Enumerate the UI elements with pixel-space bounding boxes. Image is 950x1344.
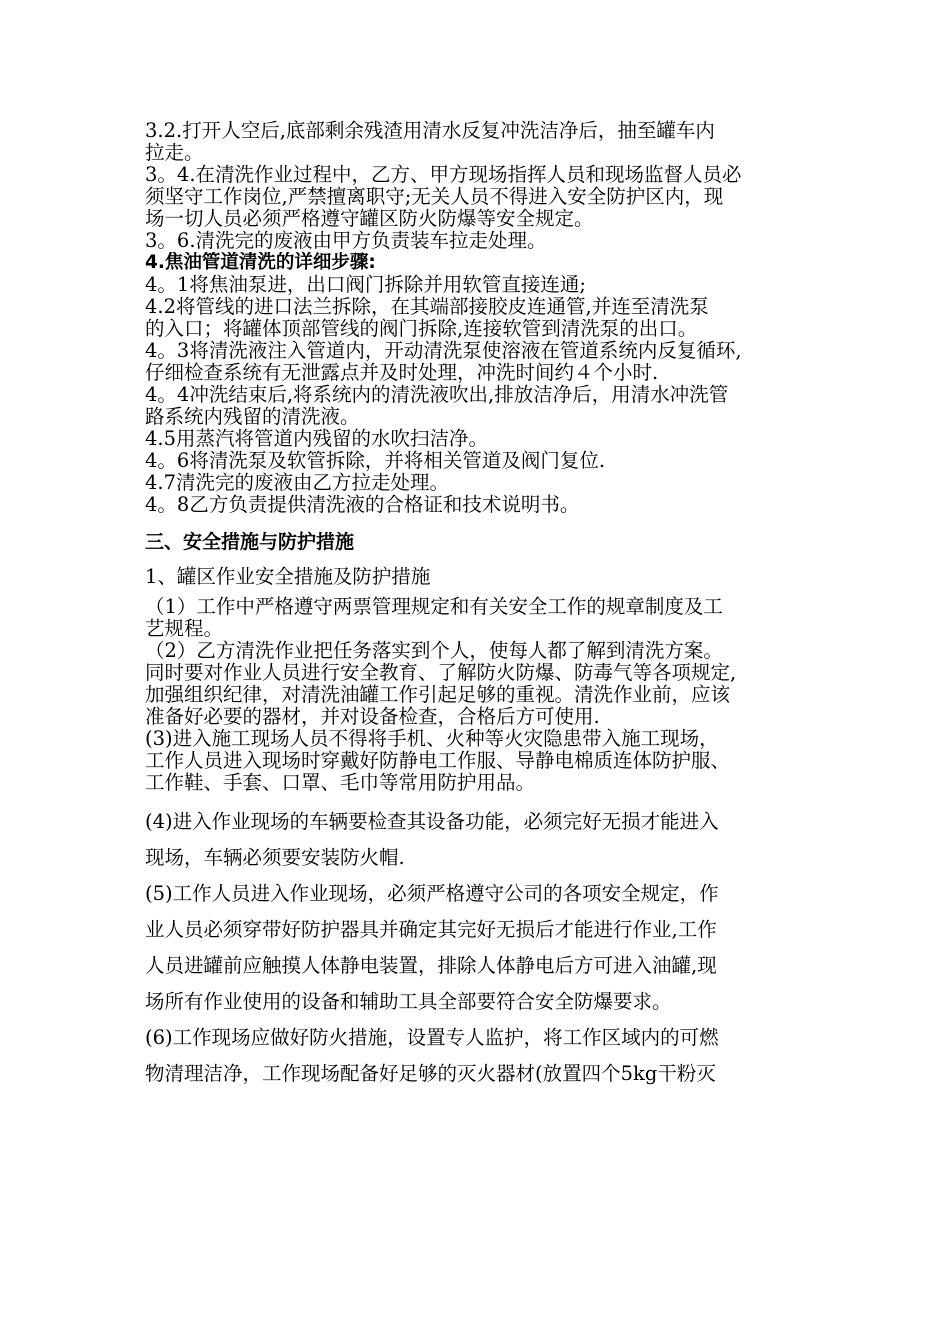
underlined-text: 引起 — [418, 684, 458, 706]
text-segment: 足够的重视。清洗作业前，应该 — [457, 684, 731, 706]
text-line: 工作鞋、手套、口罩、毛巾等常用防护用品。 — [145, 772, 536, 794]
text-line: 现场，车辆必须要安装防火帽. — [145, 846, 405, 869]
text-line: 3。4.在清洗作业过程中，乙方、甲方现场指挥人员和现场监督人员必 — [145, 164, 742, 186]
document-page — [145, 120, 815, 1092]
pipe-heading: 4.焦油管道清洗的详细步骤: — [145, 252, 376, 273]
text-line: 4。4冲洗结束后,将系统内的清洗液吹出,排放洁净后，用清水冲洗管 — [145, 384, 729, 406]
tank-steps — [145, 120, 815, 252]
text-line: (6)工作现场应做好防火措施，设置专人监护，将工作区域内的可燃 — [145, 1026, 719, 1049]
text-line-with-underline — [145, 684, 815, 706]
safety-measures-continued — [145, 804, 815, 1092]
text-line: 场一切人员必须严格遵守罐区防火防爆等安全规定。 — [145, 208, 594, 230]
safety-measures — [145, 596, 815, 794]
text-line: (4)进入作业现场的车辆要检查其设备功能，必须完好无损才能进入 — [145, 810, 719, 833]
text-line: 4。6将清洗泵及软管拆除，并将相关管道及阀门复位. — [145, 450, 606, 472]
text-line: 4。8乙方负责提供清洗液的合格证和技术说明书。 — [145, 494, 580, 516]
text-line: 拉走。 — [145, 142, 204, 164]
text-line: 4。3将清洗液注入管道内，开动清洗泵使溶液在管道系统内反复循环, — [145, 340, 742, 362]
sub-title: 1、罐区作业安全措施及防护措施 — [145, 566, 431, 588]
text-line: （2）乙方清洗作业把任务落实到个人，使每人都了解到清洗方案。 — [145, 640, 723, 662]
text-line: (3)进入施工现场人员不得将手机、火种等火灾隐患带入施工现场， — [145, 728, 719, 750]
text-line: (5)工作人员进入作业现场，必须严格遵守公司的各项安全规定，作 — [145, 882, 719, 905]
text-line: 路系统内残留的清洗液。 — [145, 406, 360, 428]
text-line: 物清理洁净，工作现场配备好足够的灭火器材(放置四个5kg干粉灭 — [145, 1062, 716, 1085]
text-line: 3.2.打开人空后,底部剩余残渣用清水反复冲洗洁净后，抽至罐车内 — [145, 120, 715, 142]
text-line: 4.2将管线的进口法兰拆除，在其端部接胶皮连通管,并连至清洗泵 — [145, 296, 709, 318]
text-line: 人员进罐前应触摸人体静电装置，排除人体静电后方可进入油罐,现 — [145, 954, 717, 977]
text-line: 同时要对作业人员进行安全教育、了解防火防爆、防毒气等各项规定, — [145, 662, 737, 684]
text-line: 4.5用蒸汽将管道内残留的水吹扫洁净。 — [145, 428, 489, 450]
text-line: 4.7清洗完的废液由乙方拉走处理。 — [145, 472, 450, 494]
text-line: 业人员必须穿带好防护器具并确定其完好无损后才能进行作业,工作 — [145, 918, 717, 941]
text-line: 须坚守工作岗位,严禁擅离职守;无关人员不得进入安全防护区内，现 — [145, 186, 724, 208]
text-line: 准备好必要的器材，并对设备检查，合格后方可使用. — [145, 706, 600, 728]
text-line: 工作人员进入现场时穿戴好防静电工作服、导静电棉质连体防护服、 — [145, 750, 731, 772]
section-title: 三、安全措施与防护措施 — [145, 531, 355, 553]
text-line: （1）工作中严格遵守两票管理规定和有关安全工作的规章制度及工 — [145, 596, 723, 618]
text-line: 仔细检查系统有无泄露点并及时处理，冲洗时间约４个小时. — [145, 362, 659, 384]
text-line: 场所有作业使用的设备和辅助工具全部要符合安全防爆要求。 — [145, 990, 672, 1013]
text-line: 的入口；将罐体顶部管线的阀门拆除,连接软管到清洗泵的出口。 — [145, 318, 698, 340]
text-line: 3。6.清洗完的废液由甲方负责装车拉走处理。 — [145, 230, 547, 252]
text-line: 4。1将焦油泵进，出口阀门拆除并用软管直接连通; — [145, 274, 586, 296]
text-line: 艺规程。 — [145, 618, 224, 640]
pipe-steps — [145, 274, 815, 516]
text-segment: 加强组织纪律，对清洗油罐工作 — [145, 684, 419, 706]
